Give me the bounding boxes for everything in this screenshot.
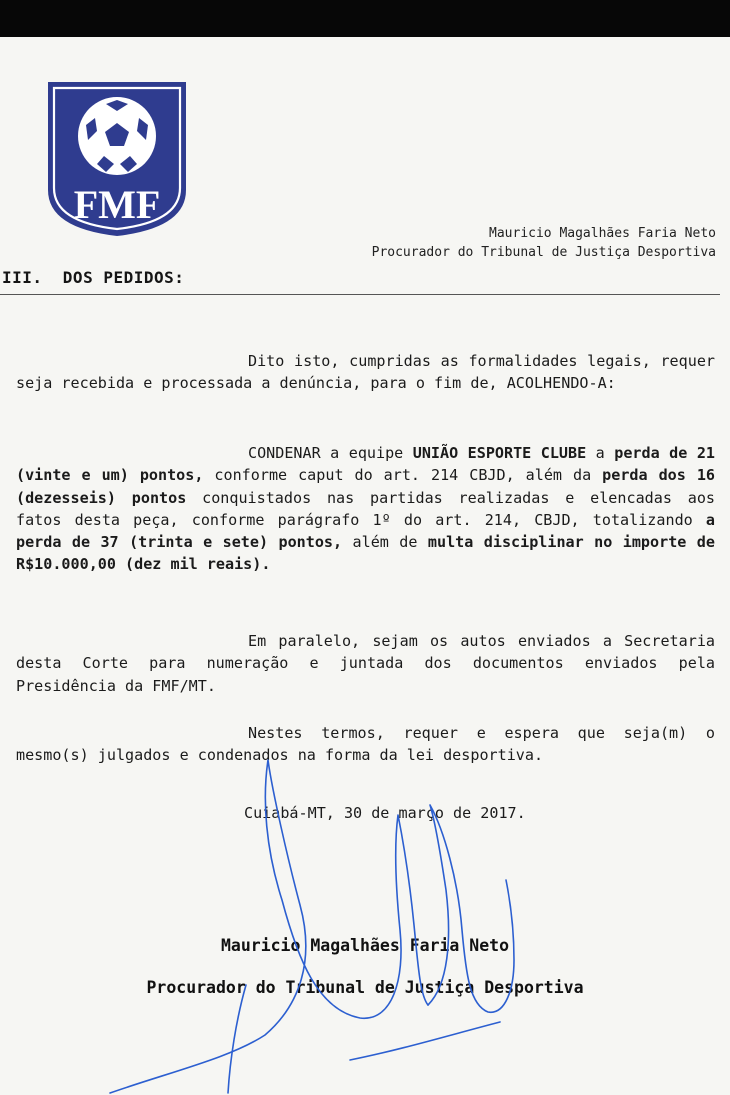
paragraph-parallel-text: Em paralelo, sejam os autos enviados a Secretaria desta Corte para numeração e juntada dos documentos enviados pela Presidência da FMF/MT. bbox=[16, 632, 715, 695]
date-line: Cuiabá-MT, 30 de março de 2017. bbox=[244, 804, 526, 822]
penalty-16-points: perda dos 16 (dezesseis) pontos bbox=[16, 466, 715, 507]
signatory-name: Mauricio Magalhães Faria Neto bbox=[220, 936, 510, 955]
section-divider bbox=[0, 294, 720, 295]
paragraph-condemnation bbox=[16, 442, 715, 576]
paragraph-intro bbox=[16, 350, 715, 395]
para2-text-2: a bbox=[586, 444, 615, 462]
section-title: III. DOS PEDIDOS: bbox=[2, 268, 185, 287]
para2-text-1: CONDENAR a equipe bbox=[248, 444, 413, 462]
club-name: UNIÃO ESPORTE CLUBE bbox=[412, 444, 587, 462]
para2-text-4: conquistados nas partidas realizadas e elencadas aos fatos desta peça, conforme parágrafo 1º do art. 214, CBJD, totalizando bbox=[16, 488, 715, 529]
para2-text-3: conforme caput do art. 214 CBJD, além da bbox=[203, 466, 603, 485]
header-name: Mauricio Magalhães Faria Neto bbox=[489, 226, 716, 241]
signatory-role: Procurador do Tribunal de Justiça Desportiva bbox=[146, 978, 584, 997]
top-black-bar bbox=[0, 0, 730, 37]
header-role: Procurador do Tribunal de Justiça Desportiva bbox=[371, 245, 716, 260]
paragraph-closing bbox=[16, 722, 715, 767]
penalty-21-points: perda de 21 (vinte e um) pontos, bbox=[16, 444, 715, 485]
fmf-logo bbox=[44, 78, 190, 238]
para2-text-5: além de bbox=[342, 533, 428, 552]
paragraph-closing-text: Nestes termos, requer e espera que seja(m) o mesmo(s) julgados e condenados na forma da lei desportiva. bbox=[16, 724, 715, 765]
logo-text: FMF bbox=[73, 182, 161, 227]
paragraph-intro-text: Dito isto, cumpridas as formalidades legais, requer seja recebida e processada a denúncia, para o fim de, ACOLHENDO-A: bbox=[16, 352, 715, 393]
penalty-total-37-points: a perda de 37 (trinta e sete) pontos, bbox=[16, 510, 715, 552]
paragraph-parallel bbox=[16, 630, 715, 697]
penalty-fine: multa disciplinar no importe de R$10.000,00 (dez mil reais). bbox=[16, 533, 715, 574]
